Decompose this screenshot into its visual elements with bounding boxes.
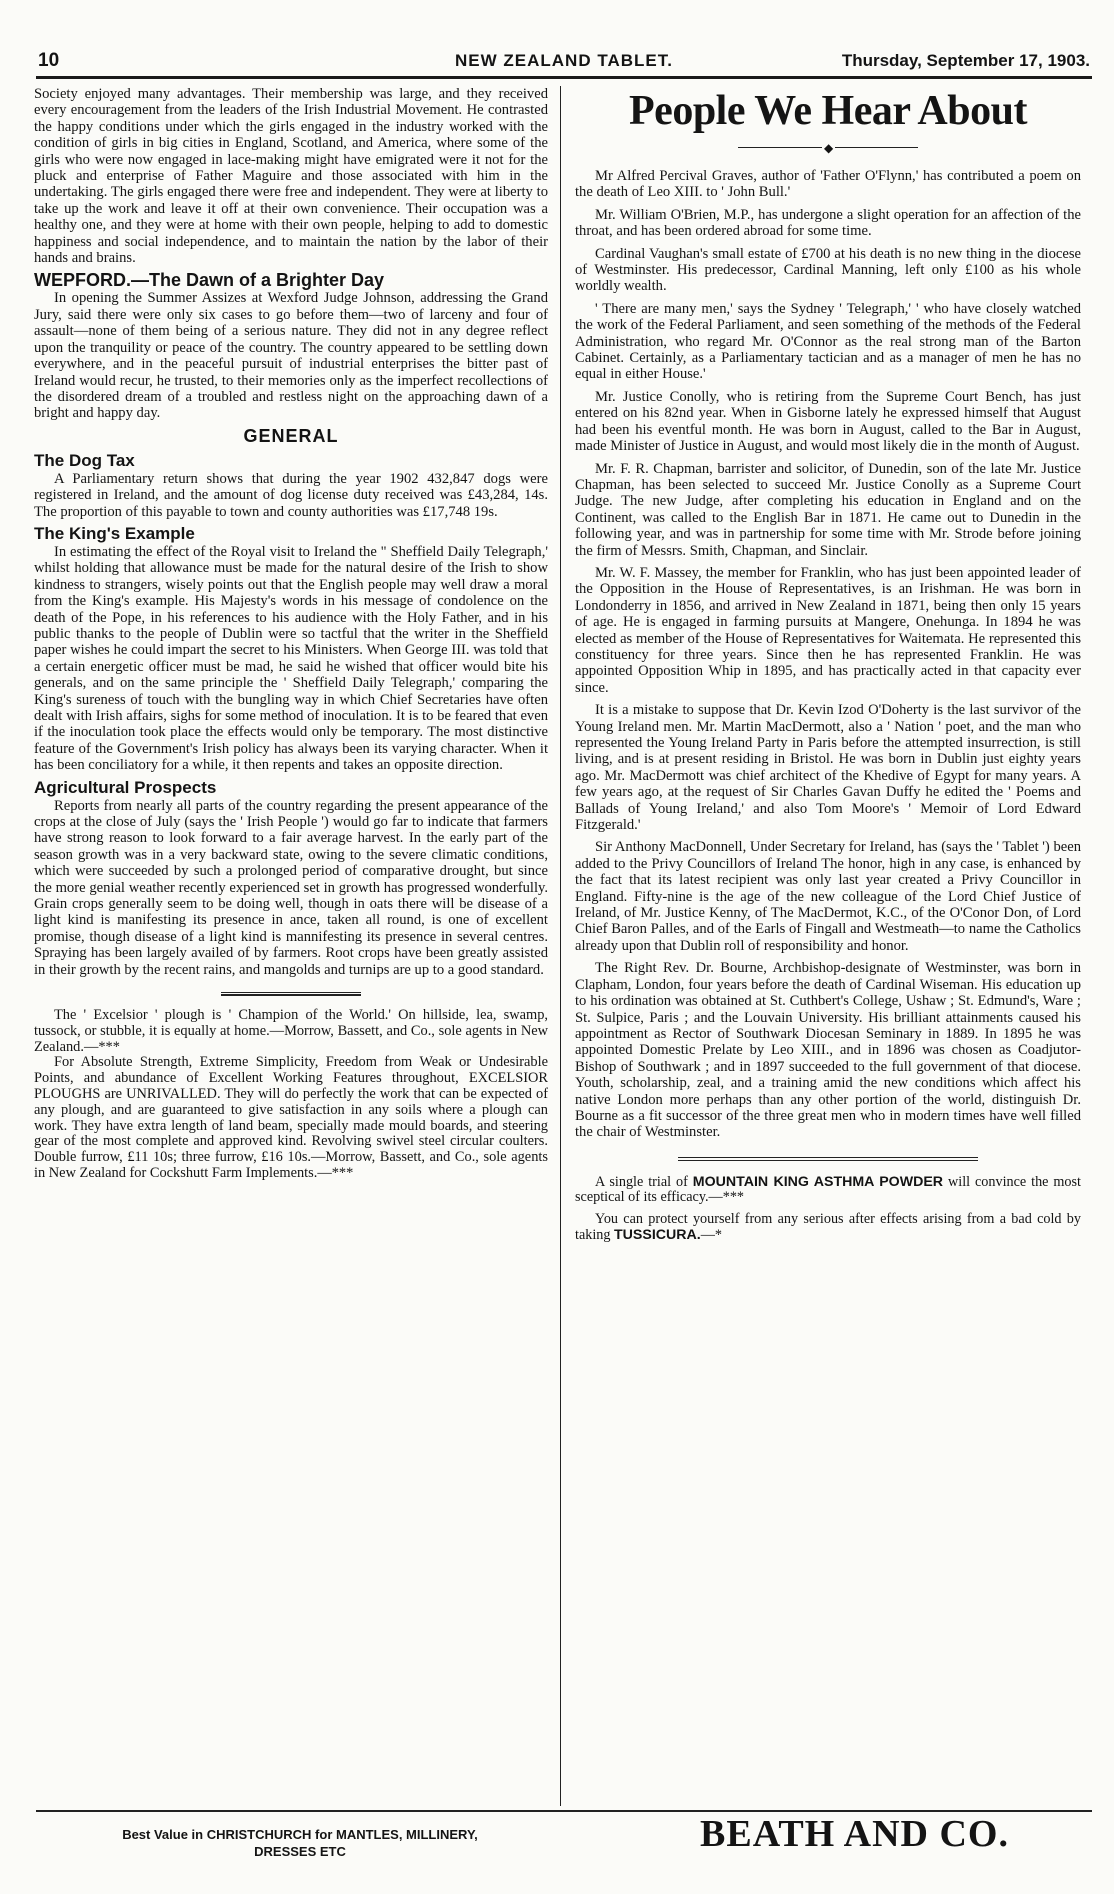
footer-line-2: DRESSES ETC bbox=[254, 1844, 346, 1859]
publication-title: NEW ZEALAND TABLET. bbox=[455, 51, 673, 70]
people-we-hear-about-title: People We Hear About bbox=[629, 88, 1027, 134]
page-number: 10 bbox=[38, 50, 60, 71]
paragraph-graves: Mr Alfred Percival Graves, author of 'Father O'Flynn,' has contributed a poem on the death of Leo XIII. to ' John Bull.' bbox=[575, 168, 1081, 201]
agricultural-paragraph: Reports from nearly all parts of the country regarding the present appearance of the crops at the close of July (says the ' Irish People ') would go far to indicate that farmers have strong reason to look forward to a fair average harvest. In the early part of the season growth was in a very backward state, owing to the severe climatic conditions, which were succeeded by such a prolonged period of comparative drought, but since the more genial weather recently experienced set in growth has progressed wonderfully. Grain crops generally seem to be doing well, though in oats there will be disease of a light kind is manifesting its presence in ance, taken all round, is one of excellent promise, though disease of a light kind is mannifesting its presence in several centres. Spraying has been largely availed of by farmers. Root crops have been greatly assisted in their growth by the recent rains, and mangolds and turnips are up to a good standard. bbox=[34, 797, 548, 978]
dogtax-paragraph: A Parliamentary return shows that during the year 1902 432,847 dogs were registered in Ireland, and the amount of dog license duty received was £43,284, 14s. The proportion of this payable to town and county authorities was £17,748 19s. bbox=[34, 470, 548, 520]
paragraph-macdonnell: Sir Anthony MacDonnell, Under Secretary for Ireland, has (says the ' Tablet ') been added to the Privy Councillors of Ireland The honor, high in any case, is enhanced by the fact that its latest recipient was only last year created a Privy Councillor in England. Fifty-nine is the age of the new colleague of the Lord Chief Justice of Ireland, of Mr. Justice Kenny, of The MacDermot, K.C., of the O'Conor Don, of Lord Chief Baron Palles, and of the Earls of Fingall and Westmeath—to name the Catholics already upon that Dublin roll of responsibility and honor. bbox=[575, 839, 1081, 954]
diamond-ornament-icon: ◆ bbox=[824, 141, 834, 155]
left-column bbox=[34, 86, 548, 1570]
wexford-paragraph: In opening the Summer Assizes at Wexford Judge Johnson, addressing the Grand Jury, said there were only six cases to go before them—two of larceny and four of assault—none of them being of a serious nature. They did not in any degree reflect upon the tranquility or peace of the country. The country appeared to be settling down everywhere, and in the peaceful pursuit of industrial enterprises the bitter past of Ireland would recur, he trusted, to their memories only as the imperfect recollections of the disordered dream of a troubled and restless night on the approaching dawn of a bright and happy day. bbox=[34, 290, 548, 422]
footer-line-1: Best Value in CHRISTCHURCH for MANTLES, MILLINERY, bbox=[122, 1827, 478, 1842]
paragraph-obrien: Mr. William O'Brien, M.P., has undergone a slight operation for an affection of the throat, and has been ordered abroad for some time. bbox=[575, 206, 1081, 240]
footer-advert bbox=[80, 1826, 520, 1860]
tussicura-ad: You can protect yourself from any serious after effects arising from a bad cold by taking TUSSICURA.—* bbox=[575, 1210, 1081, 1243]
right-ad-divider bbox=[678, 1157, 978, 1163]
right-column bbox=[575, 86, 1081, 1732]
plough-ads bbox=[34, 1008, 548, 1182]
paragraph-conolly: Mr. Justice Conolly, who is retiring from the Supreme Court Bench, has just entered on his 82nd year. When in Gisborne lately he expressed himself that August had been his eventful month. He was born in August, called to the Bar in August, made Minister of Justice in August, and would most likely die in the month of August. bbox=[575, 388, 1081, 455]
kings-example-paragraph: In estimating the effect of the Royal visit to Ireland the " Sheffield Daily Telegraph,' whilst holding that allowance must be made for the natural desire of the Irish to show kindness to strangers, wisely points out that the English people may well draw a moral from the King's example. His Majesty's words in his message of condolence on the death of the Pope, in his references to his audience with the Holy Father, and in his public thanks to the people of Dublin were so tactful that the writer in the Sheffield paper wishes he could impart the secret to his Ministers. When George III. was told that a certain energetic officer must be mad, he said he wished that officer would bite his generals, and on the same principle the ' Sheffield Daily Telegraph,' comparing the King's sureness of touch with the bungling way in which Chief Secretaries have often dealt with Irish affairs, sighs for some method of inoculation. It is to be feared that even if the inoculation took place the effects would only be temporary. The most distinctive feature of the Government's Irish policy has always been its varying character. When it has been conciliatory for a while, it then repents and takes an opposite direction. bbox=[34, 543, 548, 774]
paragraph-vaughan: Cardinal Vaughan's small estate of £700 at his death is no new thing in the diocese of Westminster. His predecessor, Cardinal Manning, left only £100 as his whole worldly wealth. bbox=[575, 245, 1081, 295]
dogtax-heading: The Dog Tax bbox=[34, 450, 135, 470]
agricultural-heading: Agricultural Prospects bbox=[34, 777, 217, 797]
title-ornament bbox=[738, 138, 918, 158]
paragraph-chapman: Mr. F. R. Chapman, barrister and solicitor, of Dunedin, son of the late Mr. Justice Chapman, has been selected to succeed Mr. Justice Conolly as a Supreme Court Judge. The new Judge, after completing his education in England and on the Continent, was called to the English Bar in 1871. He came out to Dunedin in the following year, and was in partnership for some time with Mr. Strode before joining the firm of Messrs. Smith, Chapman, and Sinclair. bbox=[575, 460, 1081, 559]
general-heading: GENERAL bbox=[243, 425, 339, 446]
asthma-powder-ad: A single trial of MOUNTAIN KING ASTHMA POWDER will convince the most sceptical of its efficacy.—*** bbox=[575, 1173, 1081, 1206]
intro-paragraph: Society enjoyed many advantages. Their membership was large, and they received every encouragement from the leaders of the Irish Industrial Movement. He contrasted the happy conditions under which the girls engaged in the industry worked with the condition of girls in big cities in England, Scotland, and America, where some of the girls who were now engaged in lace-making might have emigrated were it not for the pluck and enterprise of Father Maguire and those associated with him in the undertaking. The girls engaged there were free and independent. They were at liberty to take up the work and leave it off at their own convenience. Their occupation was a healthy one, and they were at home with their own people, helping to add to domestic happiness and social independence, and to maintain the nation by the labor of their hands and brains. bbox=[34, 86, 548, 267]
wexford-heading: WEPFORD.—The Dawn of a Brighter Day bbox=[34, 270, 385, 291]
paragraph-oconnor: ' There are many men,' says the Sydney ' Telegraph,' ' who have closely watched the work of the Federal Parliament, and seen something of the methods of the Federal Administration, who regard Mr. O'Connor as the real strong man of the Barton Cabinet. Certainly, as a Parliamentary tactician and as a manager of men he has no equal in either House.' bbox=[575, 300, 1081, 383]
issue-date: Thursday, September 17, 1903. bbox=[841, 51, 1090, 70]
page-header bbox=[38, 50, 1090, 74]
footer-brand: BEATH AND CO. bbox=[700, 1813, 1009, 1855]
header-rule bbox=[36, 76, 1092, 79]
paragraph-bourne: The Right Rev. Dr. Bourne, Archbishop-designate of Westminster, was born in Clapham, London, four years before the death of Cardinal Wiseman. His education up to his ordination was obtained at St. Cuthbert's College, Ushaw ; St. Edmund's, Ware ; St. Sulpice, Paris ; and the Louvain University. His brilliant attainments caused his appointment as Rector of Southwark Diocesan Seminary in 1889. In 1895 he was appointed Domestic Prelate by Leo XIII., and in 1896 was chosen as Coadjutor-Bishop of Southwark ; and in 1897 succeeded to the full government of that diocese. Youth, scholarship, zeal, and a training amid the new conditions which affect his native London more perhaps than any other portion of the world, distinguish Dr. Bourne as a fit successor of the three great men who in modern times have well filled the chair of Westminster. bbox=[575, 960, 1081, 1141]
excelsior-ad: The ' Excelsior ' plough is ' Champion of the World.' On hillside, lea, swamp, tussock, or stubble, it is equally at home.—Morrow, Bassett, and Co., sole agents in New Zealand.—*** bbox=[34, 1007, 548, 1055]
ad-divider bbox=[221, 992, 361, 996]
right-ads bbox=[575, 1175, 1081, 1243]
paragraph-massey: Mr. W. F. Massey, the member for Franklin, who has just been appointed leader of the Opposition in the House of Representatives, is an Irishman. He was born in Londonderry in 1856, and arrived in New Zealand in 1871, being then only 15 years of age. He is engaged in farming pursuits at Mangere, Onehunga. In 1894 he was elected as member of the House of Representatives for Waitemata. He represented this constituency for three years. Since then he has represented Franklin. He was appointed Opposition Whip in 1895, and has practically acted in that capacity ever since. bbox=[575, 564, 1081, 696]
column-divider bbox=[560, 86, 561, 1806]
kings-example-heading: The King's Example bbox=[34, 523, 195, 543]
paragraph-macdermott: It is a mistake to suppose that Dr. Kevin Izod O'Doherty is the last survivor of the Young Ireland men. Mr. Martin MacDermott, also a ' Nation ' poet, and the man who represented the Young Ireland Party in Paris before the attempted insurrection, is still living, and is at present residing in Bristol. He was born in Dublin just eighty years ago. Mr. MacDermott was chief architect of the Khedive of Egypt for many years. A few years ago, at the request of Sir Charles Gavan Duffy he edited the ' Poems and Ballads of Young Ireland,' and also Tom Moore's ' Memoir of Lord Edward Fitzgerald.' bbox=[575, 702, 1081, 834]
plough-ad: For Absolute Strength, Extreme Simplicity, Freedom from Weak or Undesirable Points, and abundance of Excellent Working Features throughout, EXCELSIOR PLOUGHS are UNRIVALLED. They will do perfectly the work that can be expected of any plough, and are guaranteed to give satisfaction in any soils where a plough can work. They have extra length of land beam, specially made mould boards, and steering gear of the most complete and approved kind. Revolving swivel steel circular coulters. Double furrow, £11 10s; three furrow, £16 10s.—Morrow, Bassett, and Co., sole agents in New Zealand for Cockshutt Farm Implements.—*** bbox=[34, 1054, 548, 1182]
